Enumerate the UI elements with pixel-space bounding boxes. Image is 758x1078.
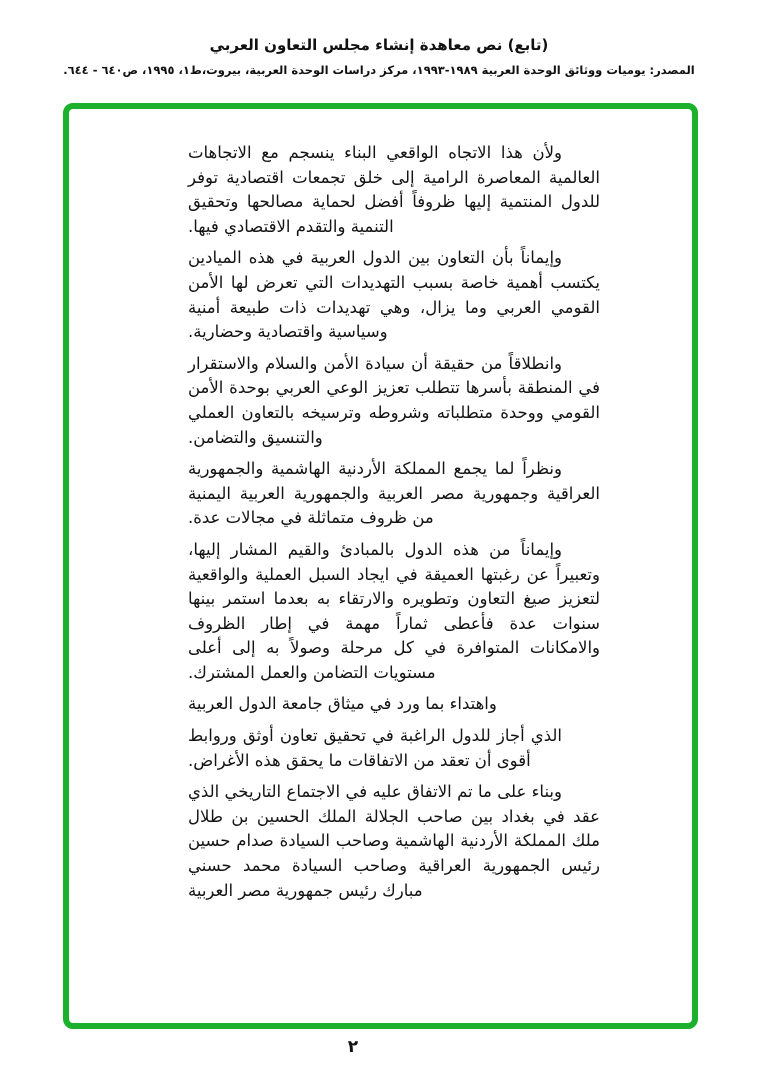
paragraph: ولأن هذا الاتجاه الواقعي البناء ينسجم مع الاتجاهات العالمية المعاصرة الرامية إلى خلق تجمعات اقتصادية توفر للدول المنتمية إليها ظروفاً أفضل لحماية مصالحها وتحقيق التنمية والتقدم الاقتصادي فيها. [188, 143, 600, 236]
paragraph: الذي أجاز للدول الراغبة في تحقيق تعاون أوثق وروابط أقوى أن تعقد من الاتفاقات ما يحقق هذه الأغراض. [188, 726, 562, 770]
paragraph: وبناء على ما تم الاتفاق عليه في الاجتماع التاريخي الذي عقد في بغداد بين صاحب الجلالة الملك الحسين بن طلال ملك المملكة الأردنية الهاشمية وصاحب السيادة صدام حسين رئيس الجمهورية العراقية وصاحب السيادة محمد حسني مبارك رئيس جمهورية مصر العربية [188, 782, 600, 900]
paragraph: وانطلاقاً من حقيقة أن سيادة الأمن والسلام والاستقرار في المنطقة بأسرها تتطلب تعزيز الوعي العربي بوحدة الأمن القومي ووحدة متطلباته وشروطه وترسيخه بالتعاون العملي والتنسيق والتضامن. [188, 353, 600, 447]
document-body [188, 141, 600, 910]
page-title: (تابع) نص معاهدة إنشاء مجلس التعاون العربي [209, 36, 549, 54]
source-line: المصدر: يوميات ووثائق الوحدة العربية ١٩٨٩-١٩٩٣، مركز دراسات الوحدة العربية، بيروت،ط١، ١٩٩٥، ص٦٤٠ - ٦٤٤. [63, 63, 695, 77]
paragraph: واهتداء بما ورد في ميثاق جامعة الدول العربية [188, 694, 497, 714]
page-number: ٢ [347, 1037, 359, 1057]
paragraph: وإيماناً بأن التعاون بين الدول العربية في هذه الميادين يكتسب أهمية خاصة بسبب التهديدات التي تعرض لها الأمن القومي العربي وما يزال، وهي تهديدات ذات طبيعة أمنية وسياسية واقتصادية وحضارية. [188, 248, 600, 342]
paragraph: وإيماناً من هذه الدول بالمبادئ والقيم المشار إليها، وتعبيراً عن رغبتها العميقة في ايجاد السبل العملية والواقعية لتعزيز صيغ التعاون وتطويره والارتقاء به بعدما استمر بينها سنوات عدة فأعطى ثماراً مهمة في إطار الظروف والامكانات المتوافرة في كل مرحلة وصولاً به إلى أعلى مستويات التضامن والعمل المشترك. [188, 539, 600, 682]
paragraph: ونظراً لما يجمع المملكة الأردنية الهاشمية والجمهورية العراقية وجمهورية مصر العربية والجمهورية العربية اليمنية من ظروف متماثلة في مجالات عدة. [188, 459, 600, 528]
